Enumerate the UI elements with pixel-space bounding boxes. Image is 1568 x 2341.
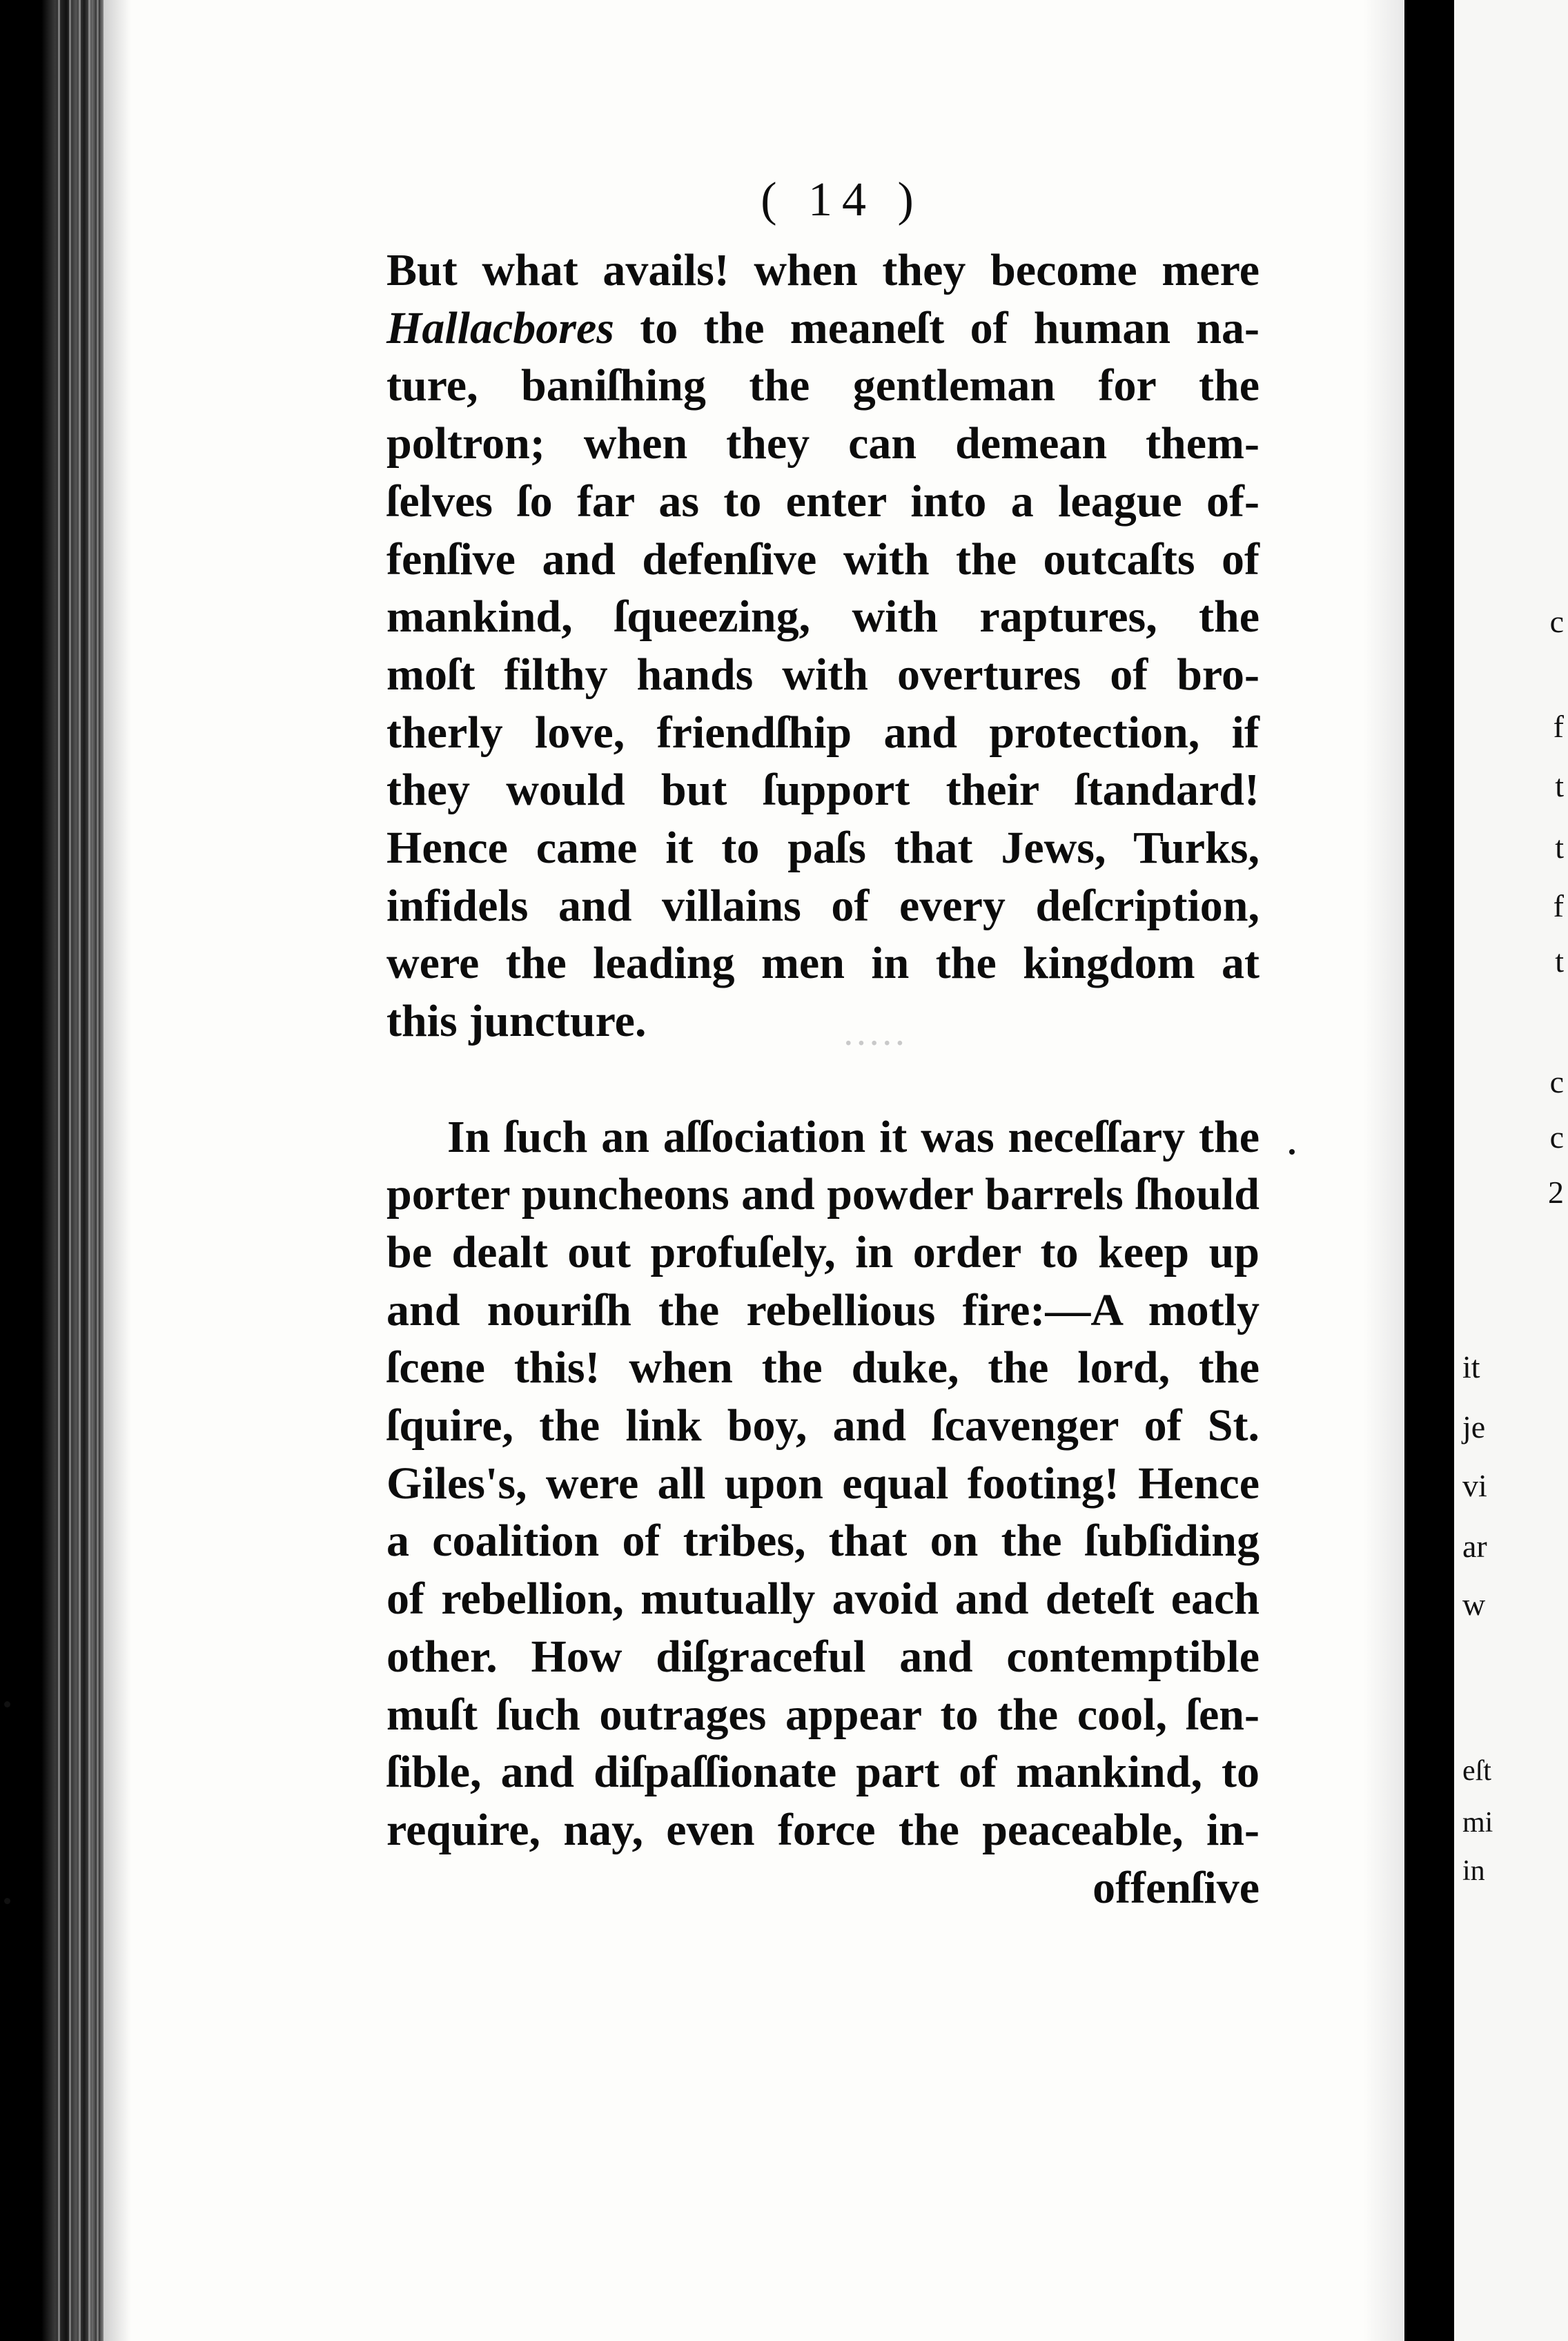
italic-word: Hallacbores bbox=[386, 302, 614, 353]
text-line bbox=[386, 300, 1260, 357]
text-line: But what avails! when they become mere bbox=[386, 245, 1260, 295]
page-leaf-edge bbox=[69, 0, 71, 2341]
facing-page-fragment-text: mi bbox=[1462, 1807, 1493, 1839]
facing-page-mark: t bbox=[1555, 768, 1564, 803]
text-line: require, nay, even force the peaceable, in- bbox=[386, 1804, 1260, 1855]
paragraph-break bbox=[386, 1050, 1260, 1108]
facing-page-mark: c bbox=[1549, 604, 1564, 639]
text-line: moſt filthy hands with overtures of bro- bbox=[386, 649, 1260, 700]
page-leaf-edge bbox=[88, 0, 90, 2341]
bleed-through-text: ····· bbox=[842, 1022, 907, 1065]
facing-page-mark: c bbox=[1549, 1119, 1564, 1155]
text-line: ture, baniſhing the gentleman for the bbox=[386, 360, 1260, 411]
facing-page-fragment-text: w bbox=[1462, 1587, 1486, 1622]
text-line: ſelves ſo far as to enter into a league of- bbox=[386, 476, 1260, 527]
text-line: were the leading men in the kingdom at bbox=[386, 938, 1260, 989]
facing-page-fragment-text: in bbox=[1462, 1855, 1485, 1887]
catchword: offenſive bbox=[1092, 1862, 1260, 1913]
text-line: ſquire, the link boy, and ſcavenger of St. bbox=[386, 1400, 1260, 1451]
facing-page-mark: f bbox=[1553, 888, 1564, 923]
text-line: of rebellion, mutually avoid and deteſt each bbox=[386, 1574, 1260, 1625]
facing-page-mark: c bbox=[1549, 1064, 1564, 1099]
page-leaf-edge bbox=[58, 0, 60, 2341]
text-line: infidels and villains of every deſcription, bbox=[386, 880, 1260, 931]
facing-page-fragment-text: it bbox=[1462, 1349, 1480, 1384]
text-line: therly love, friendſhip and protection, if bbox=[386, 707, 1260, 758]
text-line: other. How diſgraceful and contemptible bbox=[386, 1631, 1260, 1682]
text-line: poltron; when they can demean them- bbox=[386, 418, 1260, 469]
text-line: ſible, and diſpaſſionate part of mankind, to bbox=[386, 1747, 1260, 1798]
facing-page-mark: f bbox=[1553, 709, 1564, 744]
page-leaf-edge bbox=[79, 0, 81, 2341]
text-line-rest: to the meaneſt of human na- bbox=[614, 302, 1260, 353]
text-line: porter puncheons and powder barrels ſhould bbox=[386, 1169, 1260, 1220]
page-leaf-edge bbox=[97, 0, 99, 2341]
page-body-text bbox=[386, 242, 1260, 1917]
text-line: fenſive and defenſive with the outcaſts of bbox=[386, 533, 1260, 585]
facing-page-mark: t bbox=[1555, 943, 1564, 979]
ink-speck bbox=[4, 1701, 10, 1707]
text-line: this juncture. bbox=[386, 996, 647, 1047]
facing-page-fragment-text: vi bbox=[1462, 1468, 1487, 1503]
text-line: muſt ſuch outrages appear to the cool, ſen- bbox=[386, 1689, 1260, 1740]
facing-page-mark: t bbox=[1555, 830, 1564, 865]
text-line: a coalition of tribes, that on the ſubſiding bbox=[386, 1516, 1260, 1567]
text-line: Giles's, were all upon equal footing! Hence bbox=[386, 1458, 1260, 1509]
ink-speck bbox=[1289, 1149, 1295, 1155]
facing-page-fragment-text: ar bbox=[1462, 1529, 1487, 1564]
book-binding bbox=[0, 0, 104, 2341]
facing-page-fragment-text: eſt bbox=[1462, 1755, 1491, 1787]
text-line: mankind, ſqueezing, with raptures, the bbox=[386, 591, 1260, 643]
ink-speck bbox=[4, 1898, 10, 1904]
text-line: be dealt out profuſely, in order to keep up bbox=[386, 1226, 1260, 1277]
text-line: ſcene this! when the duke, the lord, the bbox=[386, 1342, 1260, 1393]
text-line: they would but ſupport their ſtandard! bbox=[386, 765, 1260, 816]
text-line: and nouriſh the rebellious fire:—A motly bbox=[386, 1284, 1260, 1335]
text-line: Hence came it to paſs that Jews, Turks, bbox=[386, 823, 1260, 874]
facing-page-fragment-text: je bbox=[1462, 1409, 1486, 1444]
facing-page-fragment bbox=[1454, 0, 1568, 2341]
page-number: ( 14 ) bbox=[761, 173, 923, 226]
book-gutter bbox=[1404, 0, 1454, 2341]
facing-page-mark: 2 bbox=[1548, 1175, 1564, 1210]
text-line: In ſuch an aſſociation it was neceſſary the bbox=[447, 1111, 1260, 1162]
